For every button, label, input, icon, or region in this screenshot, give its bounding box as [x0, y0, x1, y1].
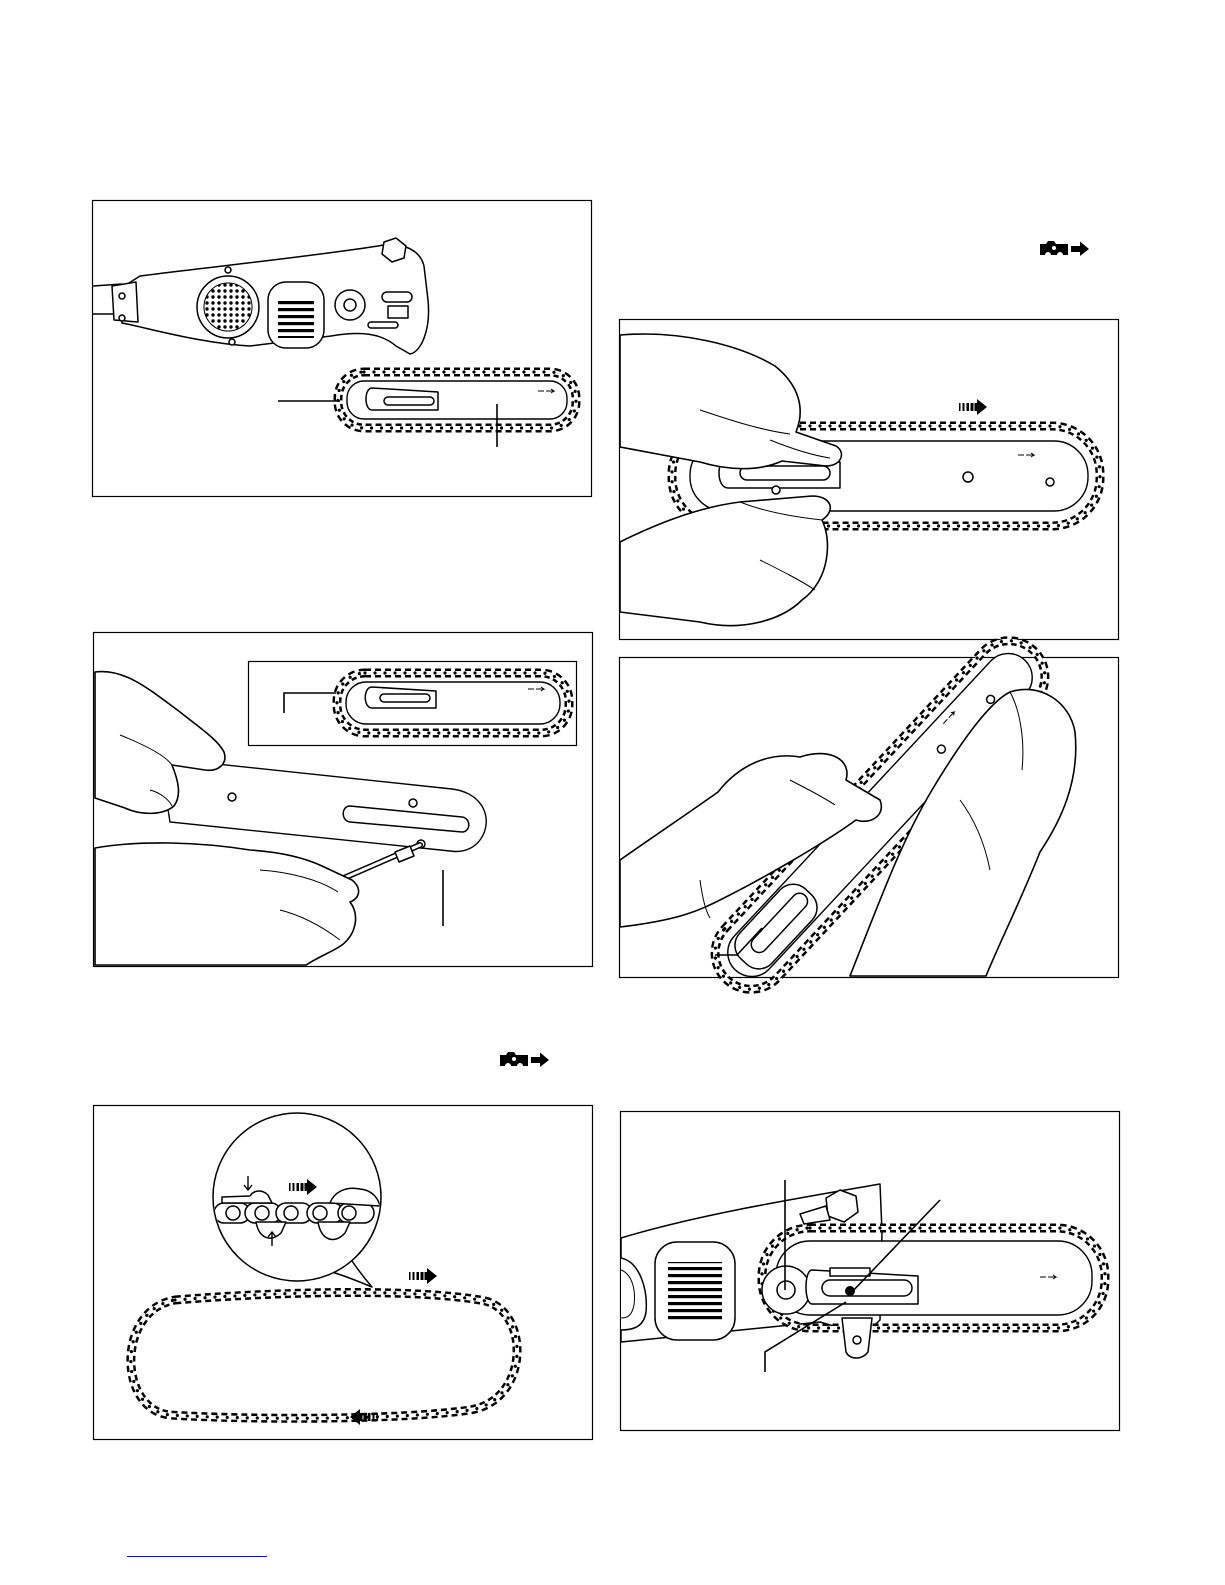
figure-saw-head-and-bar	[93, 201, 592, 497]
figure-fit-chain-on-bar	[620, 320, 1119, 640]
direction-arrow-icon	[409, 1268, 437, 1284]
chain-rivet-layer	[131, 1293, 517, 1419]
callout-line	[284, 693, 336, 713]
figure-frame	[93, 201, 592, 497]
direction-arrow-icon	[350, 1409, 378, 1425]
chain-link-layer	[131, 1293, 517, 1419]
figure-bar-screw-removal	[94, 633, 593, 967]
figure-hold-bar	[620, 626, 1119, 1004]
upper-hand	[620, 334, 841, 469]
figure-chain-direction	[94, 1106, 593, 1440]
saw-chain	[131, 1293, 517, 1419]
link-underline[interactable]	[127, 1556, 267, 1557]
guide-bar	[160, 758, 486, 851]
figure-bar-installed	[621, 1112, 1120, 1431]
right-hand	[95, 843, 359, 965]
chain-direction-icon	[500, 1052, 549, 1069]
lower-hand	[620, 496, 830, 626]
direction-arrow-icon	[959, 399, 987, 415]
chain-direction-icon	[1040, 241, 1089, 258]
